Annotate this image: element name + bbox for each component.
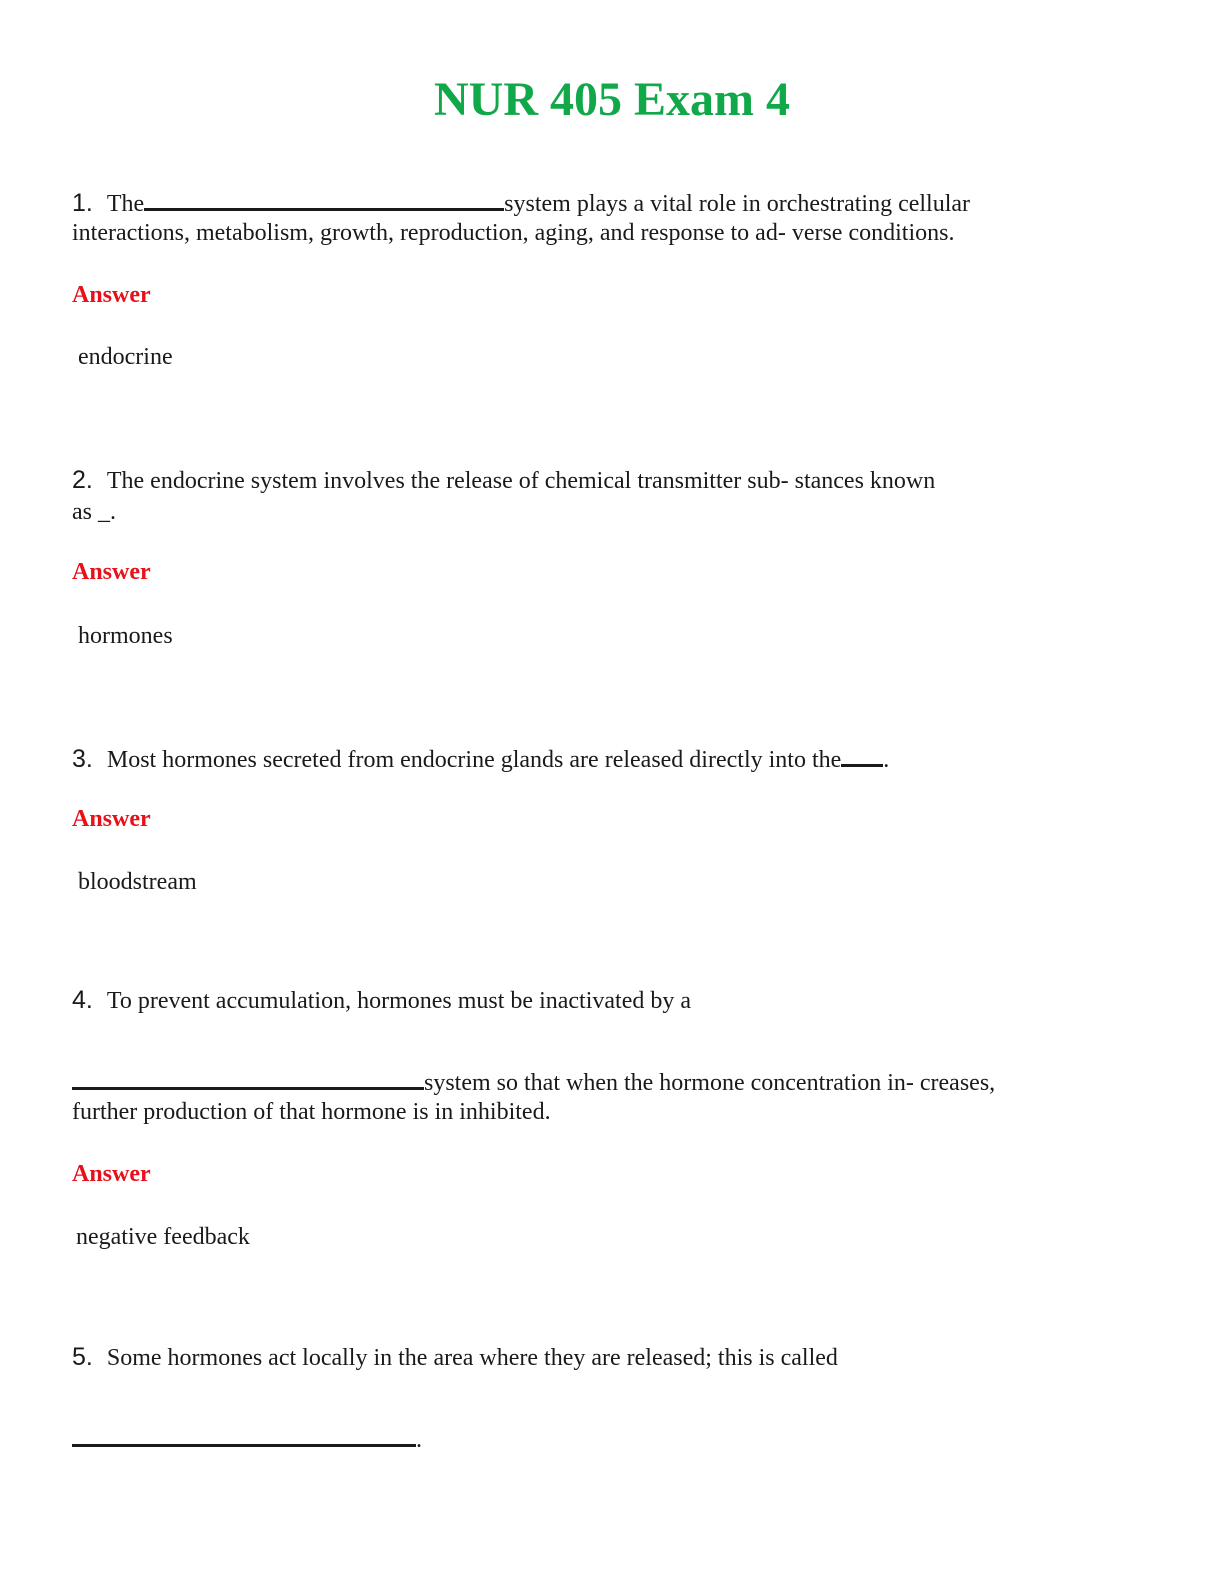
question-text-line: as _. <box>72 499 116 525</box>
question-5 <box>72 1341 838 1374</box>
question-number: 2. <box>72 466 93 494</box>
answer-text: hormones <box>78 623 173 649</box>
question-text-line <box>72 1065 995 1099</box>
question-text: The <box>106 191 145 217</box>
question-1 <box>72 186 970 220</box>
fill-blank <box>841 742 883 767</box>
answer-text: negative feedback <box>76 1224 250 1250</box>
question-text: To prevent accumulation, hormones must be inactivated by a <box>106 988 692 1014</box>
question-number: 5. <box>72 1343 93 1371</box>
question-number: 1. <box>72 189 93 217</box>
question-text-line: interactions, metabolism, growth, reproduction, aging, and response to ad- verse conditions. <box>72 220 955 246</box>
fill-blank <box>72 1065 424 1090</box>
question-number: 3. <box>72 745 93 773</box>
question-text-line: further production of that hormone is in inhibited. <box>72 1099 551 1125</box>
question-text: system plays a vital role in orchestrating cellular <box>504 191 971 217</box>
question-2 <box>72 464 935 497</box>
question-text: Most hormones secreted from endocrine glands are released directly into the <box>106 747 842 773</box>
question-text: . <box>416 1427 422 1453</box>
page-title: NUR 405 Exam 4 <box>434 73 790 126</box>
answer-text: bloodstream <box>78 869 197 895</box>
answer-label: Answer <box>72 282 151 308</box>
question-text: . <box>883 747 890 773</box>
question-3 <box>72 742 889 776</box>
answer-label: Answer <box>72 559 151 585</box>
answer-label: Answer <box>72 806 151 832</box>
question-text: system so that when the hormone concentration in- creases, <box>424 1070 996 1096</box>
question-4 <box>72 984 691 1017</box>
answer-label: Answer <box>72 1161 151 1187</box>
question-text-line <box>72 1422 422 1456</box>
question-text: The endocrine system involves the release of chemical transmitter sub- stances known <box>106 468 936 494</box>
fill-blank <box>144 186 504 211</box>
fill-blank <box>72 1422 416 1447</box>
question-text: Some hormones act locally in the area where they are released; this is called <box>106 1345 838 1371</box>
question-number: 4. <box>72 986 93 1014</box>
answer-text: endocrine <box>78 344 173 370</box>
